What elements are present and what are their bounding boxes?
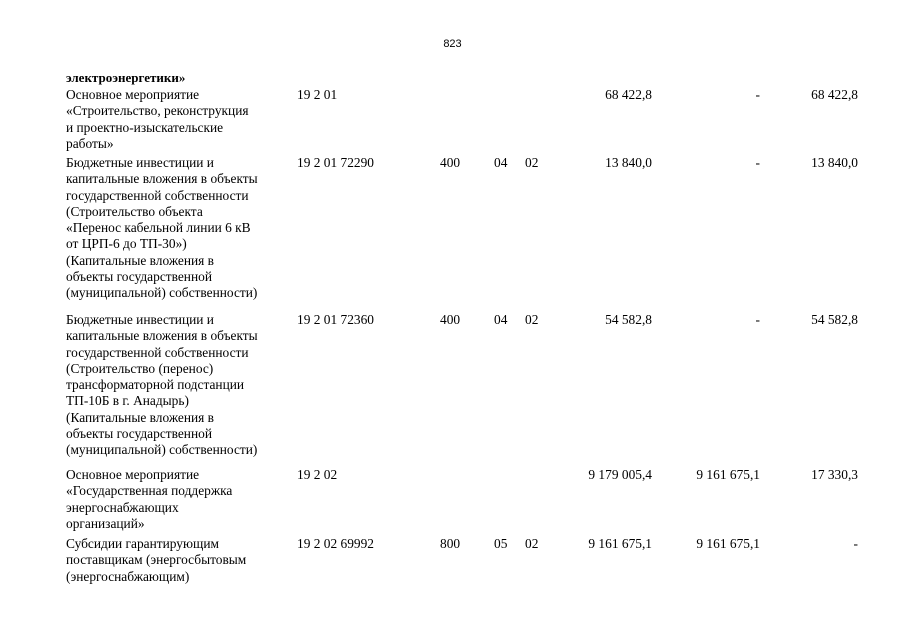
- total-amount: 9 179 005,4: [588, 467, 652, 482]
- total-amount: 13 840,0: [605, 155, 652, 170]
- csr-code: 19 2 02 69992: [297, 536, 374, 551]
- row-name-line: организаций»: [66, 515, 145, 531]
- regional-amount: 54 582,8: [811, 312, 858, 327]
- federal-amount: -: [755, 155, 760, 170]
- row-name-line: поставщикам (энергосбытовым: [66, 552, 247, 568]
- csr-code: 19 2 02: [297, 467, 338, 482]
- row-name-line: «Государственная поддержка: [66, 483, 233, 499]
- total-amount: 54 582,8: [605, 312, 652, 327]
- row-name-line: государственной собственности: [66, 344, 249, 360]
- row-name-line: Основное мероприятие: [66, 87, 200, 102]
- row-name-line: «Строительство, реконструкция: [66, 103, 249, 119]
- row-name-line: и проектно-изыскательские: [66, 119, 224, 135]
- page-number: 823: [443, 38, 462, 50]
- row-name-line: от ЦРП-6 до ТП-30»): [66, 236, 187, 252]
- row-name-line: ТП-10Б в г. Анадырь): [66, 393, 189, 409]
- regional-amount: 68 422,8: [811, 87, 858, 102]
- row-name: [66, 467, 291, 532]
- regional-amount: -: [853, 536, 858, 551]
- total-amount: 68 422,8: [605, 87, 652, 102]
- row-name-line: Бюджетные инвестиции и: [66, 312, 214, 327]
- section-code: 04: [494, 312, 508, 327]
- section-heading: электроэнергетики»: [66, 70, 186, 85]
- row-name: [66, 312, 291, 459]
- subsection-code: 02: [525, 536, 539, 551]
- row-name-line: (Капитальные вложения в: [66, 409, 215, 425]
- row-name-line: (муниципальной) собственности): [66, 442, 258, 458]
- row-name-line: «Перенос кабельной линии 6 кВ: [66, 220, 251, 236]
- section-code: 05: [494, 536, 508, 551]
- row-name: [66, 155, 291, 302]
- regional-amount: 17 330,3: [811, 467, 858, 482]
- row-name-line: капитальные вложения в объекты: [66, 171, 258, 187]
- row-name-line: Субсидии гарантирующим: [66, 536, 219, 551]
- csr-code: 19 2 01 72290: [297, 155, 374, 170]
- federal-amount: -: [755, 312, 760, 327]
- total-amount: 9 161 675,1: [588, 536, 652, 551]
- row-name-line: Бюджетные инвестиции и: [66, 155, 214, 170]
- row-name: [66, 536, 291, 585]
- row-name-line: государственной собственности: [66, 187, 249, 203]
- row-name-line: работы»: [66, 135, 114, 151]
- row-name-line: (муниципальной) собственности): [66, 285, 258, 301]
- row-name-line: (Строительство объекта: [66, 203, 203, 219]
- row-name-line: капитальные вложения в объекты: [66, 328, 258, 344]
- csr-code: 19 2 01: [297, 87, 338, 102]
- row-name-line: объекты государственной: [66, 269, 213, 285]
- row-name: [66, 87, 291, 152]
- row-name-line: энергоснабжающих: [66, 499, 179, 515]
- federal-amount: 9 161 675,1: [696, 536, 760, 551]
- federal-amount: 9 161 675,1: [696, 467, 760, 482]
- row-name-line: (энергоснабжающим): [66, 568, 190, 584]
- row-name-line: трансформаторной подстанции: [66, 377, 245, 393]
- row-name-line: Основное мероприятие: [66, 467, 200, 482]
- csr-code: 19 2 01 72360: [297, 312, 374, 327]
- subsection-code: 02: [525, 155, 539, 170]
- regional-amount: 13 840,0: [811, 155, 858, 170]
- expense-type: 800: [440, 536, 461, 551]
- row-name-line: объекты государственной: [66, 426, 213, 442]
- row-name-line: (Строительство (перенос): [66, 360, 214, 376]
- row-name-line: (Капитальные вложения в: [66, 252, 215, 268]
- federal-amount: -: [755, 87, 760, 102]
- section-code: 04: [494, 155, 508, 170]
- expense-type: 400: [440, 155, 461, 170]
- expense-type: 400: [440, 312, 461, 327]
- subsection-code: 02: [525, 312, 539, 327]
